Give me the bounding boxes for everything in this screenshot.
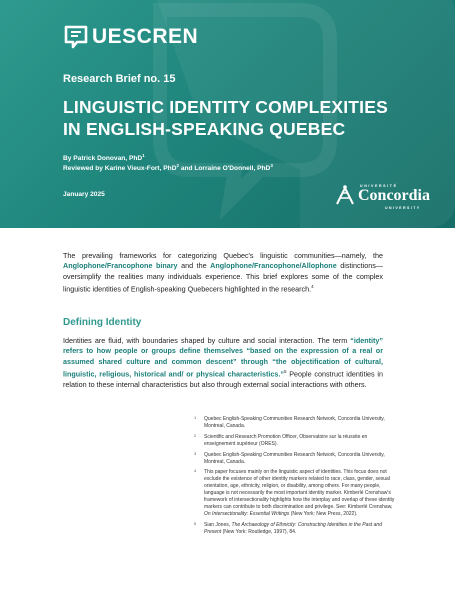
- body-text: Identities are fluid, with boundaries shaped by culture and social interaction. The term: [63, 336, 351, 345]
- intro-text: distinctions—oversimplify the realities many individuals experience. This brief explores some of the complex linguistic identities of English-speaking Quebecers highlighted in the research.: [63, 261, 383, 294]
- footnote-number: 5: [194, 520, 197, 526]
- footnote-text: This paper focuses mainly on the linguistic aspect of identities. This focus does not exclude the existence of other identity markers related to race, class, gender, sexual orientation, age, ethnicity, religion, or disability, among others. For many people, language is not necessarily the most important identity marker. Kimberlé Crenshaw's framework of intersectionality highlights how the interplay and overlap of these identity markers can contribute to both discrimination and privilege. See: Kimberlé Crenshaw,: [204, 469, 395, 510]
- footnote: [194, 416, 397, 430]
- book-title: The Archaeology of Ethnicity: Constructing Identities in the Past and Present: [204, 521, 382, 535]
- footnote: [194, 452, 397, 466]
- footnotes: [194, 416, 397, 540]
- footnote-text: Scientific and Research Promotion Officer, Observatoire sur la réussite en enseignement supérieur (ORES).: [204, 433, 368, 447]
- footnote-number: 2: [194, 432, 197, 438]
- reviewers-line: [63, 161, 273, 174]
- footnote: [194, 469, 397, 517]
- footnote-text: Quebec English-Speaking Communities Research Network, Concordia University, Montreal, Canada.: [204, 451, 385, 465]
- book-title: On Intersectionality: Essential Writings: [204, 510, 290, 517]
- footnote-text: (New York: Routledge, 1997), 84.: [221, 528, 297, 535]
- publication-date: January 2025: [63, 191, 105, 198]
- footnote: [194, 522, 397, 536]
- footnote-text: Sian Jones,: [204, 521, 232, 528]
- concordia-emblem-icon: [335, 184, 355, 206]
- reviewer-1: Reviewed by Karine Vieux-Fort, PhD: [63, 165, 177, 173]
- intro-text: and the: [177, 261, 211, 271]
- highlight-definition: “identity” refers to how people or groups define themselves “based on the expression of a real or assumed shared culture and common descent” through “the objectification of cultural, linguistic, religious, historical and/ or physical characteristics.”: [63, 336, 383, 379]
- footnote-ref: 5: [283, 368, 287, 374]
- footnote-number: 1: [194, 415, 197, 420]
- concordia-name: Concordia: [358, 187, 430, 204]
- intro-text: The prevailing frameworks for categorizing Quebec's linguistic communities—namely, the: [63, 251, 383, 260]
- highlight-term: Anglophone/Francophone binary: [63, 261, 178, 271]
- q-speech-bubble-icon: [63, 24, 89, 50]
- body-text: People construct identities in relation to these internal characteristics but also through external social interactions with others.: [63, 369, 383, 389]
- brief-label: Research Brief no. 15: [63, 73, 176, 85]
- intro-paragraph: [63, 251, 383, 295]
- concordia-logo: [335, 182, 447, 214]
- footnote: [194, 434, 397, 448]
- highlight-term: Anglophone/Francophone/Allophone: [210, 261, 337, 271]
- footnote-text: Quebec English-Speaking Communities Research Network, Concordia University, Montreal, Canada.: [204, 416, 385, 429]
- footnote-ref: 1: [142, 153, 145, 158]
- body-paragraph: [63, 336, 383, 390]
- title-line: IN ENGLISH-SPEAKING QUEBEC: [63, 119, 346, 139]
- brand-name: UESCREN: [92, 25, 199, 48]
- page-title: [63, 96, 443, 140]
- reviewer-2: and Lorraine O'Donnell, PhD: [178, 165, 271, 173]
- author-name: By Patrick Donovan, PhD: [63, 155, 143, 163]
- title-line: LINGUISTIC IDENTITY COMPLEXITIES: [63, 97, 388, 117]
- footnote-ref: 2: [176, 163, 179, 168]
- footnote-text: (New York: New Press, 2022).: [289, 510, 358, 517]
- section-heading: Defining Identity: [63, 317, 142, 328]
- footnote-number: 3: [194, 450, 197, 456]
- footnote-number: 4: [194, 468, 197, 474]
- footnote-ref: 4: [311, 283, 314, 289]
- quescren-logo: [63, 24, 198, 50]
- concordia-bottom-label: UNIVERSITY: [385, 206, 421, 210]
- cover-header: [0, 0, 455, 228]
- concordia-top-label: UNIVERSITÉ: [360, 184, 398, 188]
- footnote-ref: 3: [270, 163, 273, 168]
